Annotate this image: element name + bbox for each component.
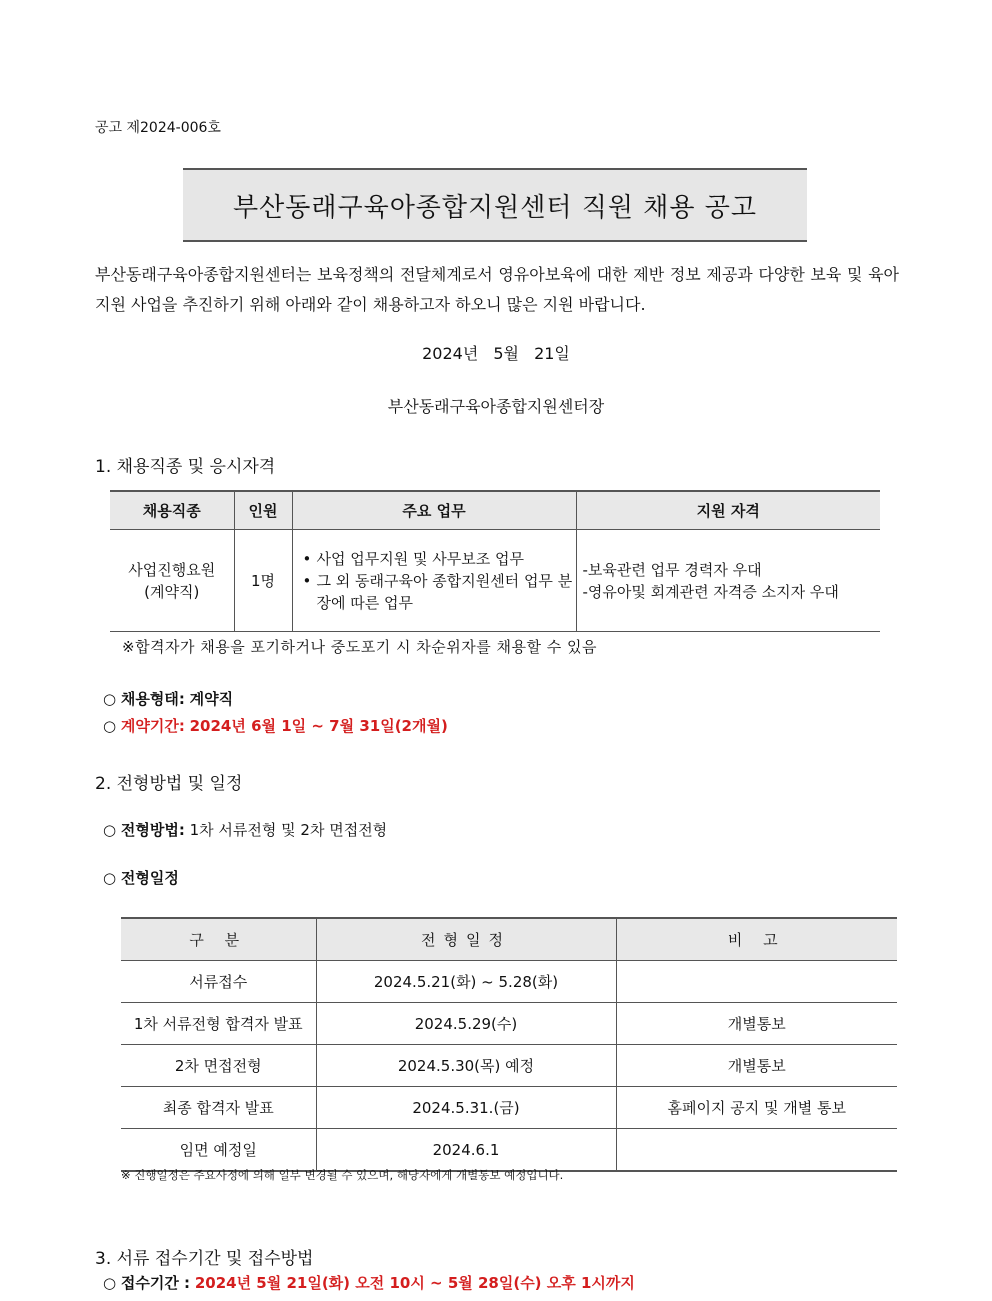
header-qualifications: 지원 자격 (576, 491, 880, 530)
header-headcount: 인원 (234, 491, 292, 530)
table-row (121, 1045, 897, 1087)
row-date: 2024.5.29(수) (316, 1003, 616, 1045)
contract-period-value: 2024년 6월 1일 ~ 7월 31일(2개월) (189, 717, 448, 735)
circle-bullet-icon: ○ (103, 1274, 117, 1292)
bullet-icon: • (302, 549, 312, 568)
row-date: 2024.5.30(목) 예정 (316, 1045, 616, 1087)
job-table-header (110, 491, 880, 530)
schedule-table (121, 917, 897, 1172)
application-period-label: 접수기간 : (120, 1274, 191, 1292)
selection-schedule (103, 867, 179, 888)
row-date: 2024.5.21(화) ~ 5.28(화) (316, 961, 616, 1003)
row-note (616, 1129, 897, 1172)
section1-heading: 1. 채용직종 및 응시자격 (95, 457, 276, 477)
qualifications-cell (576, 530, 880, 632)
job-category-cell (110, 530, 234, 632)
circle-bullet-icon: ○ (103, 821, 117, 839)
duties-cell (292, 530, 576, 632)
qualification-text: -영유아및 회계관련 자격증 소지자 우대 (582, 582, 839, 601)
contract-period (103, 715, 448, 736)
job-type: (계약직) (144, 582, 200, 601)
notice-date: 2024년 5월 21일 (422, 344, 570, 363)
page-title: 부산동래구육아종합지원센터 직원 채용 공고 (183, 168, 807, 242)
table-row (110, 530, 880, 632)
row-note: 개별통보 (616, 1003, 897, 1045)
schedule-table-header (121, 918, 897, 961)
row-date: 2024.6.1 (316, 1129, 616, 1172)
row-note: 홈페이지 공지 및 개별 통보 (616, 1087, 897, 1129)
qualification-text: -보육관련 업무 경력자 우대 (582, 560, 762, 579)
selection-method-label: 전형방법: (120, 821, 185, 839)
header-category: 구 분 (121, 918, 316, 961)
header-job-category: 채용직종 (110, 491, 234, 530)
row-item: 1차 서류전형 합격자 발표 (121, 1003, 316, 1045)
row-item: 임면 예정일 (121, 1129, 316, 1172)
duty-text: 사업 업무지원 및 사무보조 업무 (316, 549, 524, 568)
bullet-icon: • (302, 571, 312, 590)
application-period (103, 1272, 635, 1293)
selection-method (103, 819, 387, 840)
circle-bullet-icon: ○ (103, 869, 117, 887)
schedule-note: ※ 진행일정은 주요사정에 의해 일부 변경될 수 있으며, 해당자에게 개별통보 예정입니다. (121, 1168, 564, 1182)
row-item: 2차 면접전형 (121, 1045, 316, 1087)
employment-type-label: 채용형태: (120, 690, 185, 708)
circle-bullet-icon: ○ (103, 690, 117, 708)
selection-schedule-label: 전형일정 (120, 869, 179, 887)
table-row (121, 1087, 897, 1129)
list-item (302, 570, 575, 614)
job-table (110, 490, 880, 632)
section2-heading: 2. 전형방법 및 일정 (95, 774, 243, 794)
employment-type-value: 계약직 (189, 690, 234, 708)
job-title: 사업진행요원 (128, 560, 216, 579)
table-row (121, 1003, 897, 1045)
issuer-name: 부산동래구육아종합지원센터장 (387, 397, 605, 416)
employment-type (103, 688, 233, 709)
row-note: 개별통보 (616, 1045, 897, 1087)
contract-period-label: 계약기간: (120, 717, 185, 735)
list-item (302, 548, 575, 570)
duty-text: 그 외 동래구육아 종합지원센터 업무 분장에 따른 업무 (316, 571, 573, 612)
row-item: 서류접수 (121, 961, 316, 1003)
selection-note: ※합격자가 채용을 포기하거나 중도포기 시 차순위자를 채용할 수 있음 (122, 638, 597, 656)
intro-paragraph: 부산동래구육아종합지원센터는 보육정책의 전달체계로서 영유아보육에 대한 제반 정보 제공과 다양한 보육 및 육아지원 사업을 추진하기 위해 아래와 같이 채용하고자 하오니 많은 지원 바랍니다. (95, 265, 899, 314)
row-date: 2024.5.31.(금) (316, 1087, 616, 1129)
table-row (121, 961, 897, 1003)
header-schedule: 전형일정 (316, 918, 616, 961)
selection-method-value: 1차 서류전형 및 2차 면접전형 (189, 821, 388, 839)
application-period-value: 2024년 5월 21일(화) 오전 10시 ~ 5월 28일(수) 오후 1시까지 (194, 1274, 635, 1292)
row-note (616, 961, 897, 1003)
notice-number: 공고 제2024-006호 (95, 120, 221, 136)
circle-bullet-icon: ○ (103, 717, 117, 735)
row-item: 최종 합격자 발표 (121, 1087, 316, 1129)
header-main-duties: 주요 업무 (292, 491, 576, 530)
section3-heading: 3. 서류 접수기간 및 접수방법 (95, 1249, 314, 1269)
table-row (121, 1129, 897, 1172)
headcount-cell: 1명 (234, 530, 292, 632)
header-remarks: 비 고 (616, 918, 897, 961)
